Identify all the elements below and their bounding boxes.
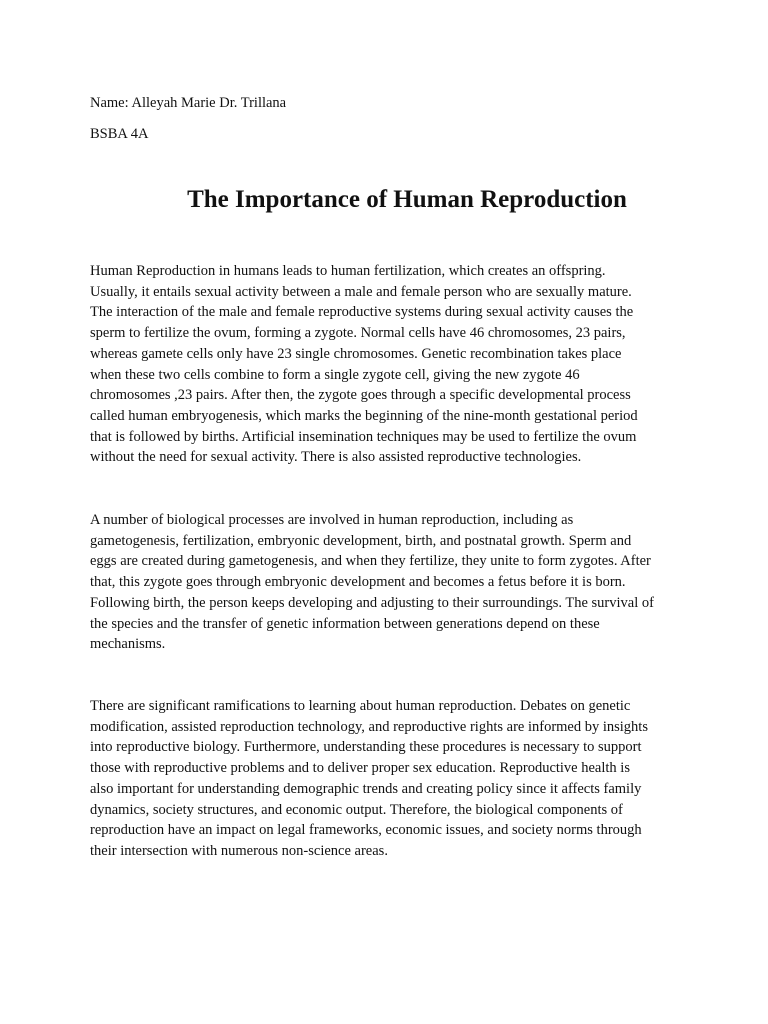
paragraph-line: also important for understanding demographic trends and creating policy since it affects family	[90, 780, 642, 797]
paragraph-line: when these two cells combine to form a single zygote cell, giving the new zygote 46	[90, 366, 580, 383]
document-title: The Importance of Human Reproduction	[187, 186, 627, 213]
paragraph-line: Human Reproduction in humans leads to human fertilization, which creates an offspring.	[90, 263, 606, 279]
paragraph-line: chromosomes ,23 pairs. After then, the zygote goes through a specific developmental process	[90, 387, 631, 404]
paragraph-line: into reproductive biology. Furthermore, understanding these procedures is necessary to support	[90, 739, 642, 756]
paragraph-line: A number of biological processes are involved in human reproduction, including as	[90, 512, 574, 528]
paragraph-line: dynamics, society structures, and economic output. Therefore, the biological components of	[90, 801, 623, 818]
paragraph-line: that, this zygote goes through embryonic development and becomes a fetus before it is born.	[90, 574, 626, 591]
class-section-line: BSBA 4A	[90, 126, 149, 142]
paragraph-line: modification, assisted reproduction technology, and reproductive rights are informed by insights	[90, 718, 648, 735]
paragraph-line: reproduction have an impact on legal frameworks, economic issues, and society norms through	[90, 822, 642, 839]
paragraph-line: gametogenesis, fertilization, embryonic development, birth, and postnatal growth. Sperm and	[90, 532, 632, 549]
paragraph-line: their intersection with numerous non-science areas.	[90, 842, 388, 859]
student-name-line: Name: Alleyah Marie Dr. Trillana	[90, 95, 287, 111]
paragraph-line: Following birth, the person keeps developing and adjusting to their surroundings. The survival of	[90, 594, 654, 611]
paragraph-line: without the need for sexual activity. There is also assisted reproductive technologies.	[90, 449, 582, 466]
body-paragraph-1	[90, 261, 690, 468]
paragraph-line: whereas gamete cells only have 23 single chromosomes. Genetic recombination takes place	[90, 345, 622, 362]
paragraph-line: that is followed by births. Artificial insemination techniques may be used to fertilize the ovum	[90, 428, 637, 445]
body-paragraph-2	[90, 510, 690, 655]
paragraph-line: called human embryogenesis, which marks the beginning of the nine-month gestational period	[90, 407, 638, 424]
paragraph-line: those with reproductive problems and to deliver proper sex education. Reproductive health is	[90, 760, 630, 777]
paragraph-line: There are significant ramifications to learning about human reproduction. Debates on genetic	[90, 698, 631, 714]
body-paragraph-3	[90, 696, 690, 862]
paragraph-line: sperm to fertilize the ovum, forming a zygote. Normal cells have 46 chromosomes, 23 pairs,	[90, 325, 626, 342]
paragraph-line: mechanisms.	[90, 636, 166, 653]
paragraph-line: The interaction of the male and female reproductive systems during sexual activity causes the	[90, 304, 634, 321]
paragraph-line: Usually, it entails sexual activity between a male and female person who are sexually mature.	[90, 283, 632, 300]
paragraph-line: eggs are created during gametogenesis, and when they fertilize, they unite to form zygotes. After	[90, 553, 651, 570]
paragraph-line: the species and the transfer of genetic information between generations depend on these	[90, 615, 600, 632]
